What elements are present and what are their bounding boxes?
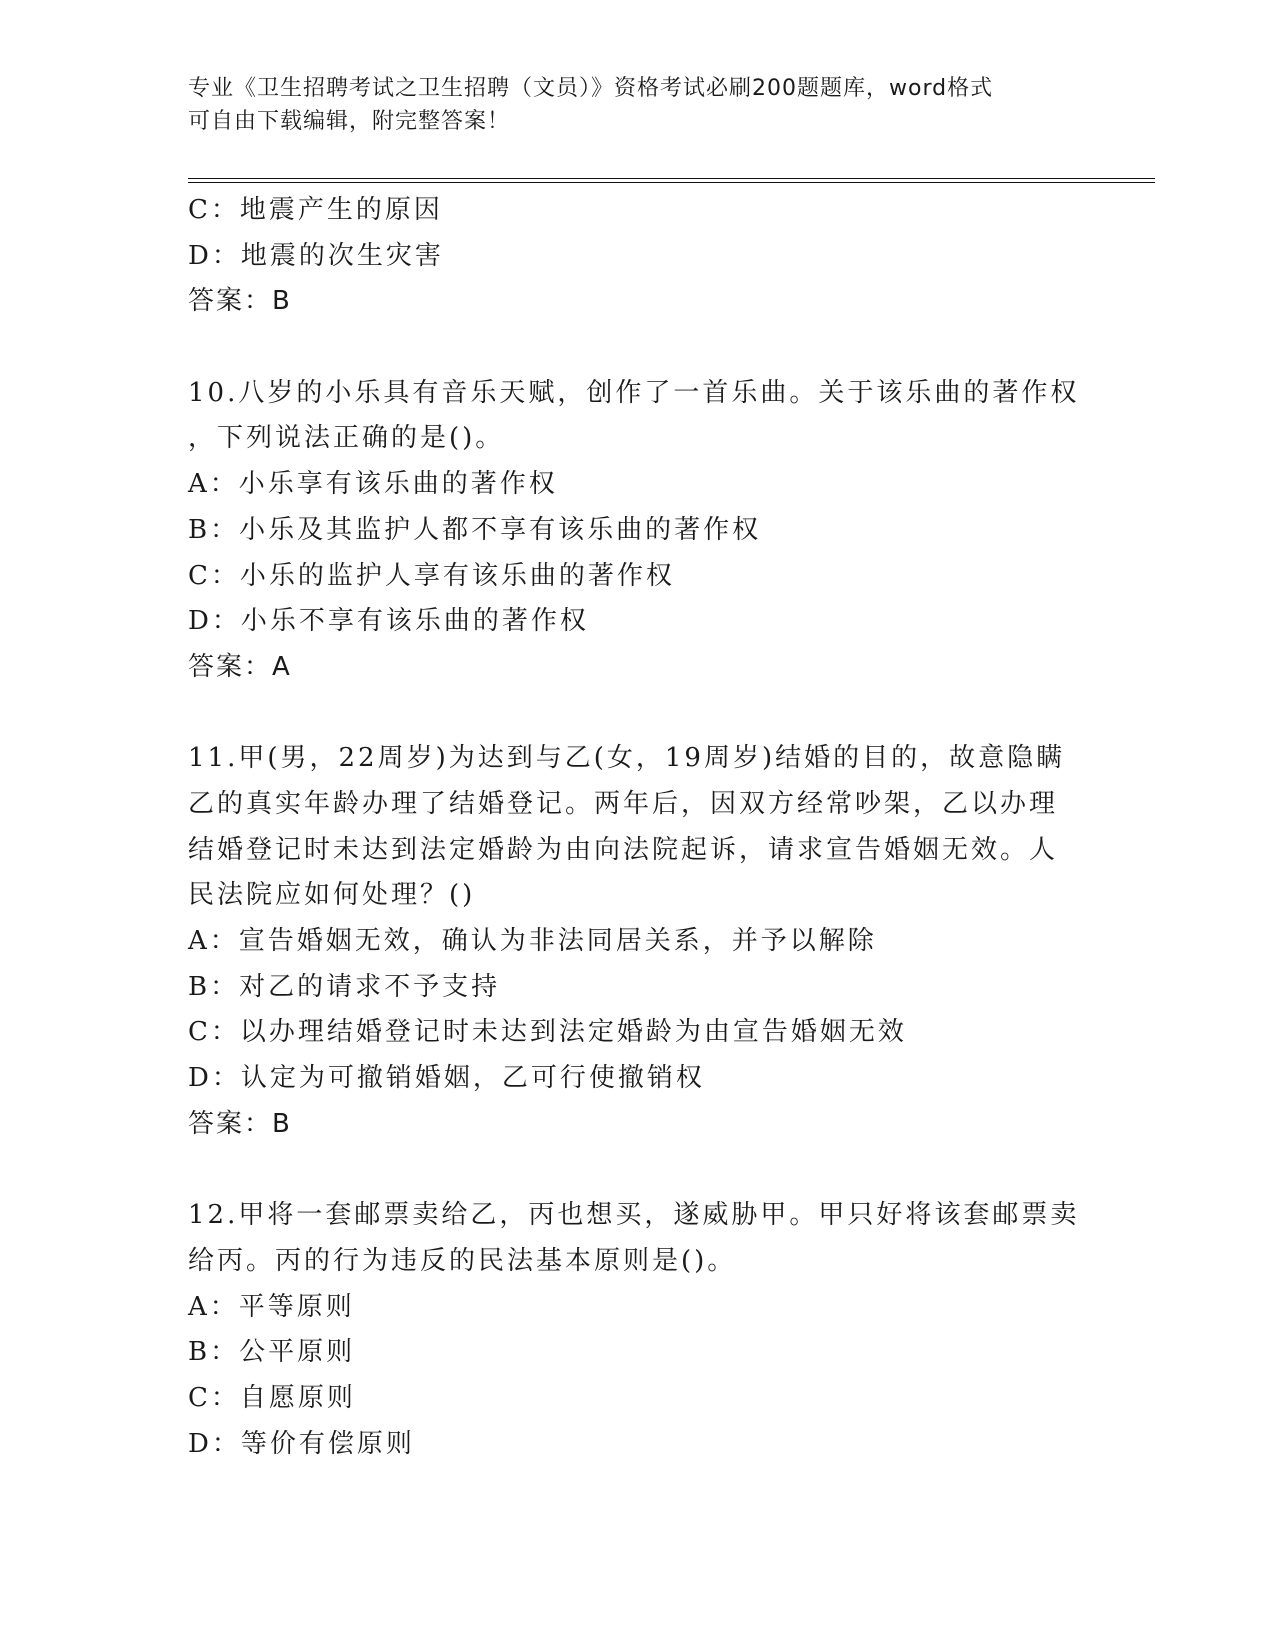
option-d: D：等价有偿原则: [188, 1428, 415, 1459]
question-11-text-line2: 乙的真实年龄办理了结婚登记。两年后，因双方经常吵架，乙以办理: [188, 788, 1059, 819]
question-12-block: [188, 1193, 1088, 1467]
question-content: [188, 188, 1088, 1467]
option-a: A：宣告婚姻无效，确认为非法同居关系，并予以解除: [188, 926, 877, 956]
option-c: C：以办理结婚登记时未达到法定婚龄为由宣告婚姻无效: [188, 1017, 907, 1048]
spacer: [188, 325, 1088, 371]
option-c: C：小乐的监护人享有该乐曲的著作权: [188, 560, 675, 591]
option-a: A：平等原则: [188, 1291, 355, 1322]
option-d: D：认定为可撤销婚姻，乙可行使撤销权: [188, 1063, 705, 1094]
prev-question-block: [188, 188, 1088, 325]
question-11-text-line1: 11.甲(男，22周岁)为达到与乙(女，19周岁)结婚的目的，故意隐瞒: [188, 743, 1066, 774]
option-c: C：地震产生的原因: [188, 195, 443, 225]
header-title-line2: 可自由下载编辑，附完整答案！: [188, 109, 511, 134]
option-b: B：小乐及其监护人都不享有该乐曲的著作权: [188, 514, 762, 545]
question-11-block: [188, 736, 1088, 1147]
header-title-line1: 专业《卫生招聘考试之卫生招聘（文员）》资格考试必刷200题题库，word格式: [188, 76, 994, 101]
option-a: A：小乐享有该乐曲的著作权: [188, 469, 558, 500]
answer-line: 答案：A: [188, 651, 292, 682]
answer-line: 答案：B: [188, 286, 292, 317]
header-divider: [188, 178, 1155, 183]
option-d: D：地震的次生灾害: [188, 240, 444, 271]
answer-line: 答案：B: [188, 1108, 292, 1139]
question-10-text-line2: ，下列说法正确的是()。: [188, 423, 505, 454]
option-b: B：对乙的请求不予支持: [188, 971, 501, 1002]
option-b: B：公平原则: [188, 1337, 356, 1368]
question-11-text-line3: 结婚登记时未达到法定婚龄为由向法院起诉，请求宣告婚姻无效。人: [188, 834, 1059, 865]
spacer: [188, 691, 1088, 737]
question-10-block: [188, 371, 1088, 691]
question-10-text-line1: 10.八岁的小乐具有音乐天赋，创作了一首乐曲。关于该乐曲的著作权: [188, 377, 1080, 408]
question-12-text-line2: 给丙。丙的行为违反的民法基本原则是()。: [188, 1245, 737, 1276]
question-11-text-line4: 民法院应如何处理？(): [188, 880, 476, 911]
spacer: [188, 1147, 1088, 1193]
option-c: C：自愿原则: [188, 1382, 356, 1413]
question-12-text-line1: 12.甲将一套邮票卖给乙，丙也想买，遂威胁甲。甲只好将该套邮票卖: [188, 1200, 1080, 1231]
page-header: [188, 72, 1088, 138]
option-d: D：小乐不享有该乐曲的著作权: [188, 606, 589, 637]
